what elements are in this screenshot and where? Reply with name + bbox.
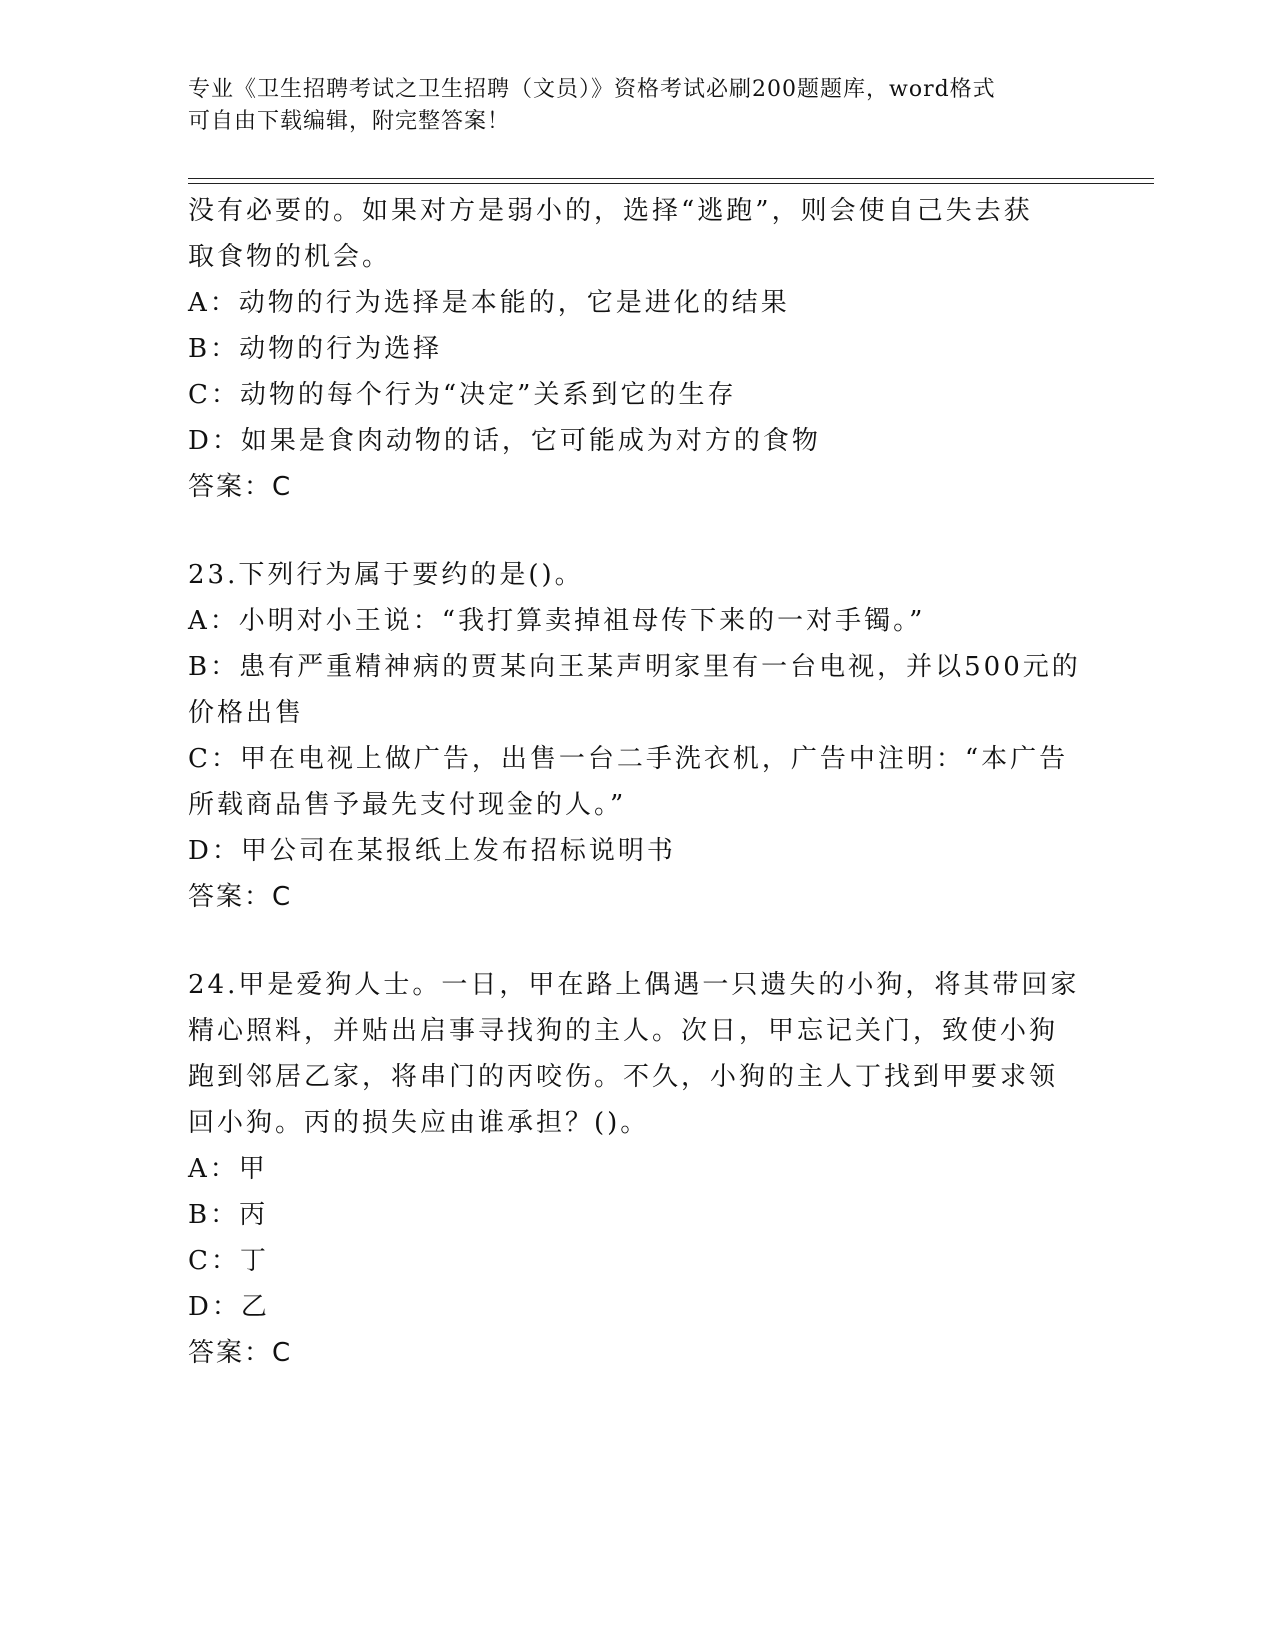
option-a: A：小明对小王说：“我打算卖掉祖母传下来的一对手镯。” bbox=[188, 606, 926, 636]
option-a: A：甲 bbox=[188, 1154, 268, 1184]
option-b: B：患有严重精神病的贾某向王某声明家里有一台电视，并以500元的 bbox=[188, 652, 1081, 682]
header-divider-bottom bbox=[188, 183, 1154, 184]
option-b: B：动物的行为选择 bbox=[188, 334, 443, 364]
question-23 bbox=[188, 552, 1088, 920]
question-text-line: 跑到邻居乙家，将串门的丙咬伤。不久，小狗的主人丁找到甲要求领 bbox=[188, 1062, 1059, 1092]
question-spacer bbox=[188, 920, 1088, 962]
question-spacer bbox=[188, 510, 1088, 552]
question-22-continued bbox=[188, 188, 1088, 510]
option-b: B：丙 bbox=[188, 1200, 269, 1230]
question-text-line: 精心照料，并贴出启事寻找狗的主人。次日，甲忘记关门，致使小狗 bbox=[188, 1016, 1059, 1046]
question-text-line: 取食物的机会。 bbox=[188, 242, 392, 272]
question-content bbox=[188, 188, 1088, 1376]
header-title-line-1: 专业《卫生招聘考试之卫生招聘（文员）》资格考试必刷200题题库，word格式 bbox=[188, 77, 996, 102]
option-d: D：甲公司在某报纸上发布招标说明书 bbox=[188, 836, 676, 866]
header-divider-top bbox=[188, 178, 1154, 179]
answer-label: 答案：C bbox=[188, 472, 293, 502]
option-c: C：动物的每个行为“决定”关系到它的生存 bbox=[188, 380, 737, 410]
option-d: D：如果是食肉动物的话，它可能成为对方的食物 bbox=[188, 426, 821, 456]
option-c: C：丁 bbox=[188, 1246, 269, 1276]
header-title-line-2: 可自由下载编辑，附完整答案！ bbox=[188, 109, 511, 134]
question-24 bbox=[188, 962, 1088, 1376]
question-text-line: 没有必要的。如果对方是弱小的，选择“逃跑”，则会使自己失去获 bbox=[188, 196, 1033, 226]
question-text-line: 23.下列行为属于要约的是()。 bbox=[188, 560, 584, 590]
question-text-line: 24.甲是爱狗人士。一日，甲在路上偶遇一只遗失的小狗，将其带回家 bbox=[188, 970, 1080, 1000]
answer-label: 答案：C bbox=[188, 882, 293, 912]
answer-label: 答案：C bbox=[188, 1338, 293, 1368]
question-text-line: 回小狗。丙的损失应由谁承担？()。 bbox=[188, 1108, 650, 1138]
option-c: C：甲在电视上做广告，出售一台二手洗衣机，广告中注明：“本广告 bbox=[188, 744, 1069, 774]
option-d: D：乙 bbox=[188, 1292, 270, 1322]
option-c-continued: 所载商品售予最先支付现金的人。” bbox=[188, 790, 627, 820]
page-header bbox=[188, 74, 1088, 138]
option-b-continued: 价格出售 bbox=[188, 698, 305, 728]
option-a: A：动物的行为选择是本能的，它是进化的结果 bbox=[188, 288, 790, 318]
